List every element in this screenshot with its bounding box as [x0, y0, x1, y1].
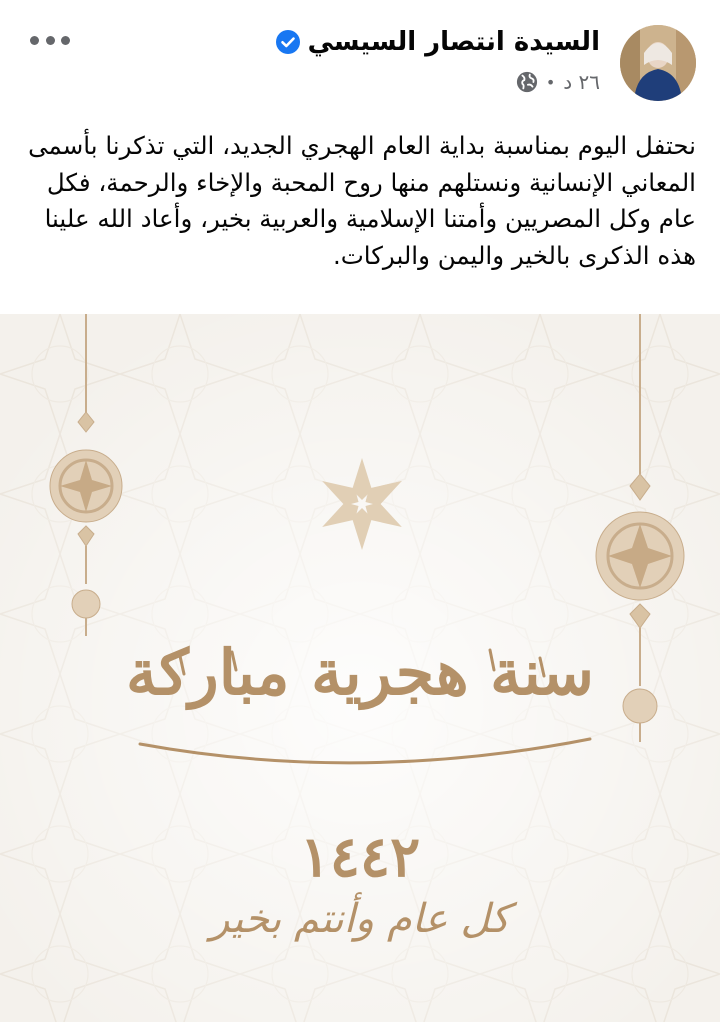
more-options-icon[interactable]: [30, 30, 70, 50]
author-name[interactable]: السيدة انتصار السيسي: [307, 27, 600, 57]
greeting-wish: كل عام وأنتم بخير: [210, 896, 510, 942]
post-meta: [516, 70, 600, 94]
post-header: [0, 0, 720, 112]
post-timestamp[interactable]: ٢٦ د: [563, 70, 600, 94]
post-image[interactable]: [0, 314, 720, 1022]
author-avatar[interactable]: [620, 25, 696, 101]
post-text: نحتفل اليوم بمناسبة بداية العام الهجري الجديد، التي تذكرنا بأسمى المعاني الإنسانية ونستلهم منها روح المحبة والإخاء والرحمة، فكل عام وكل المصريين وأمتنا الإسلامية والعربية بخير، وأعاد الله علينا هذه الذكرى بالخير واليمن والبركات.: [28, 131, 696, 270]
verified-badge-icon: [276, 30, 300, 54]
more-dot-icon: [46, 36, 55, 45]
hijri-year: ١٤٤٢: [299, 824, 421, 890]
globe-icon[interactable]: [516, 71, 538, 93]
avatar-photo: [620, 25, 696, 101]
meta-separator: •: [545, 72, 556, 92]
more-dot-icon: [61, 36, 70, 45]
more-dot-icon: [30, 36, 39, 45]
author-line: [276, 24, 600, 60]
greeting-calligraphy: سنة هجرية مباركة: [126, 636, 594, 709]
